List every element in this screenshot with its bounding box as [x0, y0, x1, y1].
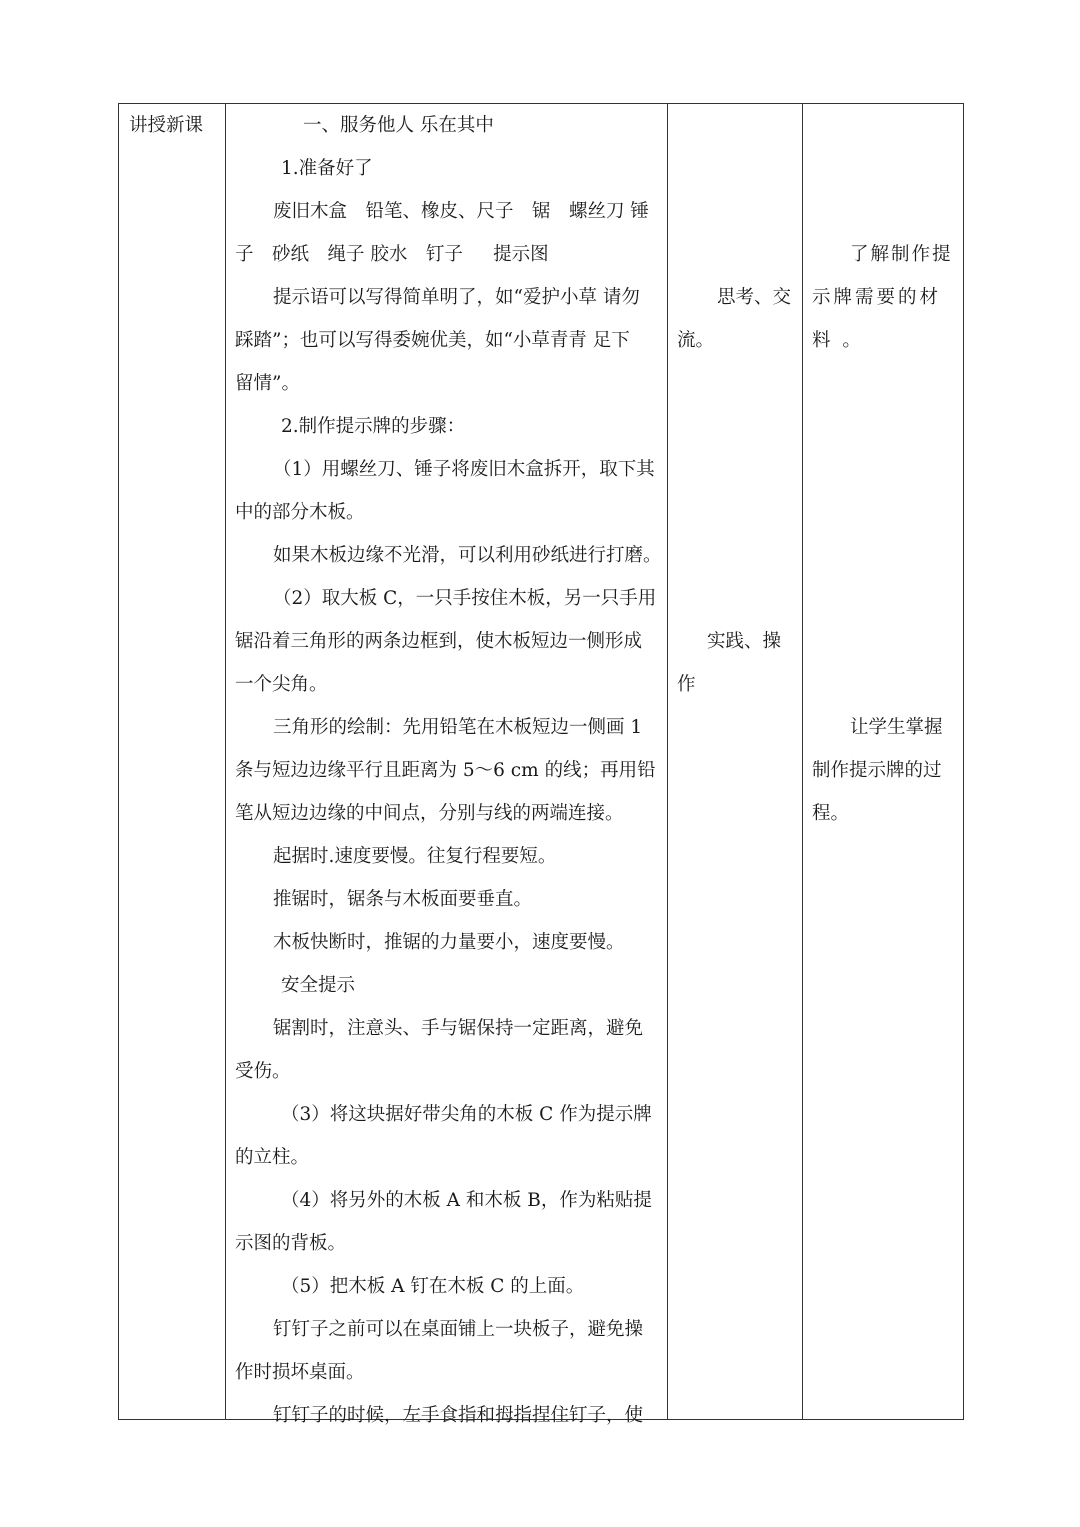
content-line: 一、服务他人 乐在其中 — [303, 115, 494, 136]
content-line: 作时损坏桌面。 — [235, 1362, 365, 1383]
content-line: 废旧木盒 铅笔、橡皮、尺子 锯 螺丝刀 锤 — [273, 201, 649, 222]
content-line: （1）用螺丝刀、锤子将废旧木盒拆开，取下其 — [273, 459, 655, 480]
content-line: 锯割时，注意头、手与锯保持一定距离，避免 — [273, 1018, 644, 1039]
content-line: （2）取大板 C，一只手按住木板，另一只手用 — [273, 588, 657, 609]
content-line: 子 砂纸 绳子 胶水 钉子 提示图 — [235, 244, 549, 265]
purpose-line: 料 。 — [812, 330, 864, 351]
section-label: 讲授新课 — [129, 115, 204, 136]
content-line: （3）将这块据好带尖角的木板 C 作为提示牌 — [281, 1104, 652, 1125]
purpose-line: 了解制作提 — [850, 244, 953, 265]
column-divider — [802, 104, 803, 1419]
content-line: 一个尖角。 — [235, 674, 328, 695]
content-line: 1.准备好了 — [281, 158, 373, 179]
content-line: 钉钉子的时候，左手食指和拇指捏住钉子，使 — [273, 1405, 644, 1426]
content-line: 钉钉子之前可以在桌面铺上一块板子，避免操 — [273, 1319, 644, 1340]
activity-line: 流。 — [677, 330, 715, 351]
column-divider — [667, 104, 668, 1419]
content-line: 推锯时，锯条与木板面要垂直。 — [273, 889, 533, 910]
content-line: 受伤。 — [235, 1061, 291, 1082]
content-line: 的立柱。 — [235, 1147, 310, 1168]
activity-line: 思考、交 — [717, 287, 792, 308]
content-line: （4）将另外的木板 A 和木板 B，作为粘贴提 — [281, 1190, 652, 1211]
content-line: 三角形的绘制：先用铅笔在木板短边一侧画 1 — [273, 717, 643, 738]
content-line: 踩踏”；也可以写得委婉优美，如“小草青青 足下 — [235, 330, 630, 351]
purpose-line: 制作提示牌的过 — [812, 760, 942, 781]
content-line: 起据时.速度要慢。往复行程要短。 — [273, 846, 557, 867]
content-line: 2.制作提示牌的步骤： — [281, 416, 466, 437]
content-line: 示图的背板。 — [235, 1233, 347, 1254]
content-line: 安全提示 — [281, 975, 356, 996]
activity-line: 作 — [677, 674, 696, 695]
content-line: 条与短边边缘平行且距离为 5～6 cm 的线；再用铅 — [235, 760, 656, 781]
content-line: 提示语可以写得简单明了，如“爱护小草 请勿 — [273, 287, 640, 308]
activity-line: 实践、操 — [707, 631, 782, 652]
content-line: 留情”。 — [235, 373, 300, 394]
purpose-line: 示牌需要的材 — [812, 287, 942, 308]
content-line: 锯沿着三角形的两条边框到，使木板短边一侧形成 — [235, 631, 643, 652]
content-line: 木板快断时，推锯的力量要小，速度要慢。 — [273, 932, 625, 953]
content-line: 中的部分木板。 — [235, 502, 365, 523]
content-line: （5）把木板 A 钉在木板 C 的上面。 — [281, 1276, 585, 1297]
column-divider — [225, 104, 226, 1419]
content-line: 如果木板边缘不光滑，可以利用砂纸进行打磨。 — [273, 545, 662, 566]
content-line: 笔从短边边缘的中间点，分别与线的两端连接。 — [235, 803, 624, 824]
purpose-line: 程。 — [812, 803, 850, 824]
lesson-plan-table — [118, 103, 964, 1426]
purpose-line: 让学生掌握 — [850, 717, 943, 738]
